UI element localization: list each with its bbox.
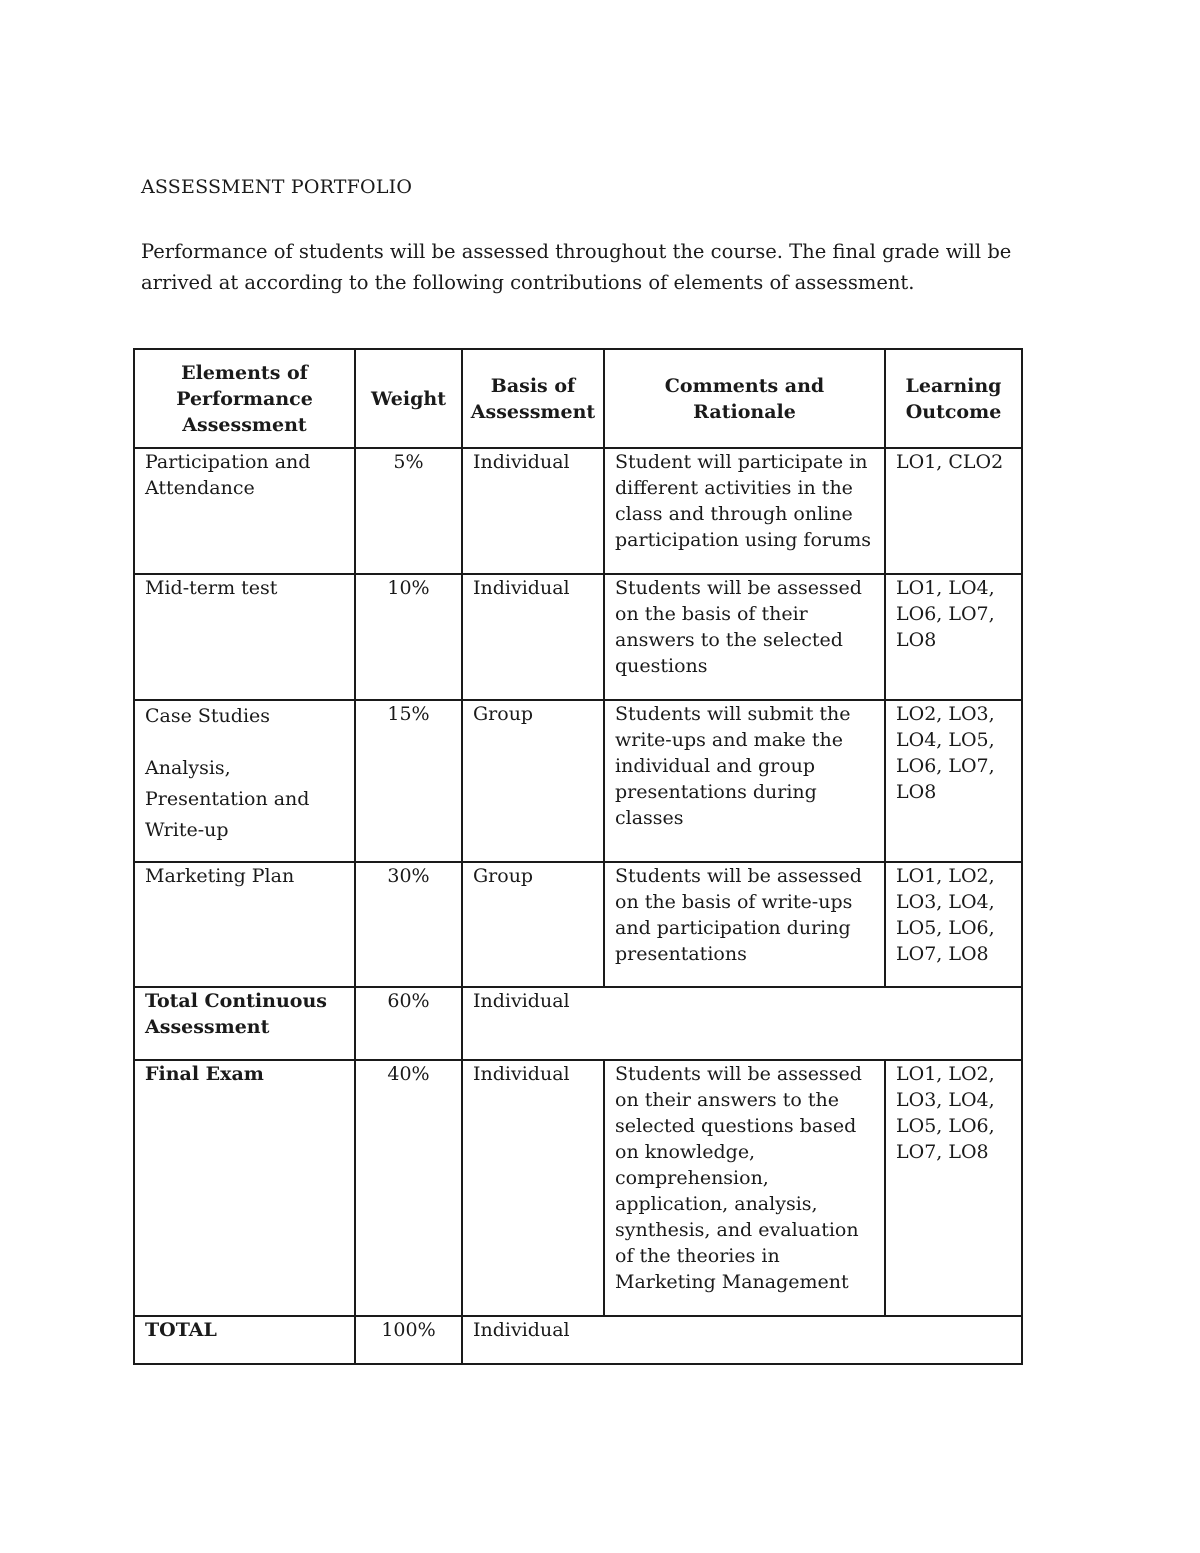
- cell-element: Final Exam: [134, 1060, 355, 1316]
- table-row: [134, 862, 1022, 987]
- cell-element: Total Continuous Assessment: [134, 987, 355, 1060]
- table-row: [134, 574, 1022, 700]
- header-elements: Elements of Performance Assessment: [134, 349, 355, 448]
- cell-outcome: LO1, LO2, LO3, LO4, LO5, LO6, LO7, LO8: [885, 862, 1022, 987]
- cell-element: Mid-term test: [134, 574, 355, 700]
- header-weight: Weight: [355, 349, 462, 448]
- header-outcome: Learning Outcome: [885, 349, 1022, 448]
- cell-comments: Student will participate in different activities in the class and through online participation using forums: [604, 448, 885, 574]
- cell-basis: Group: [462, 700, 604, 862]
- table-row: [134, 1316, 1022, 1364]
- cell-weight: 60%: [355, 987, 462, 1060]
- cell-basis: Individual: [462, 987, 1022, 1060]
- cell-weight: 30%: [355, 862, 462, 987]
- line-gap: [145, 732, 344, 753]
- cell-element: Participation and Attendance: [134, 448, 355, 574]
- page-title: ASSESSMENT PORTFOLIO: [141, 176, 413, 198]
- cell-basis: Individual: [462, 1316, 1022, 1364]
- cell-basis: Individual: [462, 1060, 604, 1316]
- intro-paragraph: Performance of students will be assessed throughout the course. The final grade will be arrived at according to the following contributions of elements of assessment.: [141, 240, 1012, 294]
- element-line: Analysis,: [145, 757, 231, 779]
- header-comments: Comments and Rationale: [604, 349, 885, 448]
- cell-weight: 40%: [355, 1060, 462, 1316]
- cell-basis: Individual: [462, 448, 604, 574]
- cell-weight: 100%: [355, 1316, 462, 1364]
- element-line: Write-up: [145, 819, 229, 841]
- cell-basis: Group: [462, 862, 604, 987]
- table-header-row: [134, 349, 1022, 448]
- cell-comments: Students will be assessed on their answers to the selected questions based on knowledge, comprehension, application, analysis, synthesis, and evaluation of the theories in Marketing Management: [604, 1060, 885, 1316]
- table-row: [134, 1060, 1022, 1316]
- cell-comments: Students will submit the write-ups and make the individual and group presentations during classes: [604, 700, 885, 862]
- cell-outcome: LO2, LO3, LO4, LO5, LO6, LO7, LO8: [885, 700, 1022, 862]
- cell-weight: 15%: [355, 700, 462, 862]
- cell-outcome: LO1, LO2, LO3, LO4, LO5, LO6, LO7, LO8: [885, 1060, 1022, 1316]
- cell-comments: Students will be assessed on the basis of their answers to the selected questions: [604, 574, 885, 700]
- table-row: [134, 700, 1022, 862]
- cell-outcome: LO1, LO4, LO6, LO7, LO8: [885, 574, 1022, 700]
- element-line: Presentation and: [145, 788, 310, 810]
- cell-element: Marketing Plan: [134, 862, 355, 987]
- cell-element: [134, 700, 355, 862]
- table-row: [134, 987, 1022, 1060]
- cell-outcome: LO1, CLO2: [885, 448, 1022, 574]
- assessment-table: [133, 348, 1023, 1365]
- cell-comments: Students will be assessed on the basis of write-ups and participation during presentations: [604, 862, 885, 987]
- element-line: Case Studies: [145, 705, 271, 727]
- cell-weight: 5%: [355, 448, 462, 574]
- cell-basis: Individual: [462, 574, 604, 700]
- table-row: [134, 448, 1022, 574]
- cell-weight: 10%: [355, 574, 462, 700]
- cell-element: TOTAL: [134, 1316, 355, 1364]
- header-basis: Basis of Assessment: [462, 349, 604, 448]
